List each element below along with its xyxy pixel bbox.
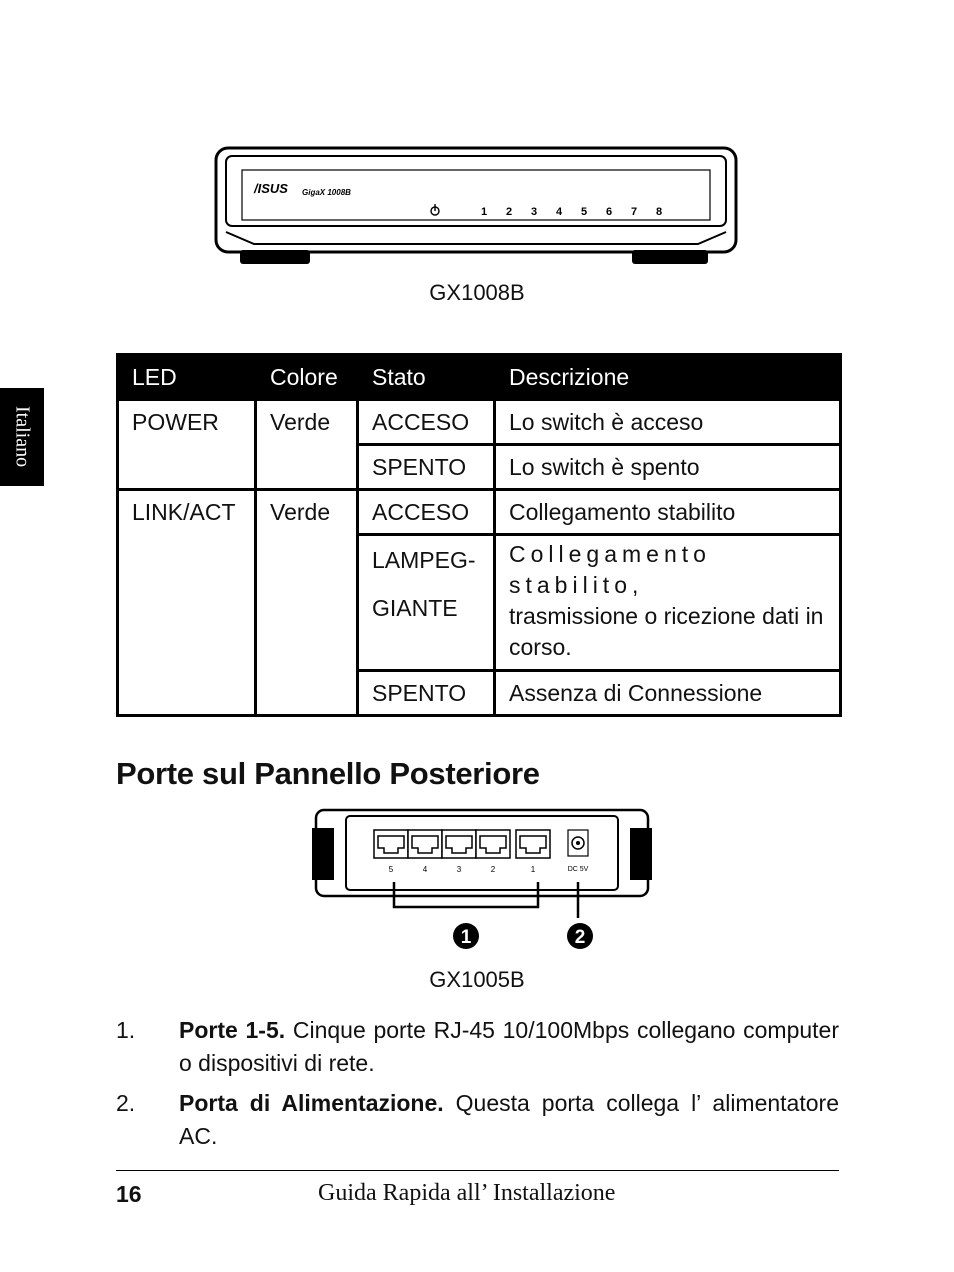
led-status-table xyxy=(116,353,842,717)
led-description xyxy=(495,535,841,671)
front-port-number: 3 xyxy=(530,206,538,218)
front-port-number: 8 xyxy=(655,206,663,218)
led-name: LINK/ACT xyxy=(118,490,256,716)
dc-power-jack-icon xyxy=(568,830,588,856)
rear-figure-caption: GX1005B xyxy=(429,967,525,992)
rear-port-number: 2 xyxy=(490,865,496,874)
language-tab-label: Italiano xyxy=(11,406,34,468)
led-name: POWER xyxy=(118,400,256,490)
list-number: 2. xyxy=(116,1090,136,1116)
led-state: SPENTO xyxy=(358,445,495,490)
header-led: LED xyxy=(118,355,256,400)
brand-logo: /ISUS xyxy=(254,181,288,196)
model-mark: GigaX 1008B xyxy=(302,188,351,197)
front-port-number: 1 xyxy=(480,206,488,218)
led-state: ACCESO xyxy=(358,490,495,535)
led-description: Lo switch è acceso xyxy=(495,400,841,445)
callout-2-label: 2 xyxy=(574,927,586,948)
header-description: Descrizione xyxy=(495,355,841,400)
header-color: Colore xyxy=(256,355,358,400)
list-term: Porta di Alimentazione. xyxy=(179,1090,444,1116)
led-state xyxy=(358,535,495,671)
callout-2-icon xyxy=(567,923,593,949)
switch-front-illustration xyxy=(214,146,738,268)
led-description-line: trasmissione o ricezione dati in corso. xyxy=(509,603,824,660)
list-item xyxy=(116,1087,839,1153)
table-row xyxy=(118,400,841,445)
led-description: Collegamento stabilito xyxy=(495,490,841,535)
front-port-number: 2 xyxy=(505,206,513,218)
front-port-number: 7 xyxy=(630,206,638,218)
front-figure-caption: GX1008B xyxy=(429,280,525,305)
rear-port-number: 3 xyxy=(456,865,462,874)
led-color: Verde xyxy=(256,490,358,716)
table-row xyxy=(118,490,841,535)
rear-port-number: 1 xyxy=(530,865,536,874)
front-port-number: 6 xyxy=(605,206,613,218)
language-tab xyxy=(0,388,44,486)
footer-title: Guida Rapida all’ Installazione xyxy=(318,1180,616,1206)
rear-port-number: 4 xyxy=(422,865,428,874)
led-color: Verde xyxy=(256,400,358,490)
rj45-port-icon xyxy=(516,830,550,858)
led-state-line: LAMPEG- xyxy=(372,547,476,573)
rj45-port-icon xyxy=(442,830,476,858)
dc-label: DC 5V xyxy=(567,866,589,873)
header-state: Stato xyxy=(358,355,495,400)
list-text: Cinque porte RJ-45 10/100Mbps collegano computer o dispositivi di rete. xyxy=(179,1017,839,1076)
list-term: Porte 1-5. xyxy=(179,1017,286,1043)
callout-1-label: 1 xyxy=(460,927,472,948)
rj45-port-icon xyxy=(408,830,442,858)
page-number: 16 xyxy=(116,1181,142,1207)
list-item xyxy=(116,1014,839,1080)
led-description: Lo switch è spento xyxy=(495,445,841,490)
list-text: Questa porta collega l’ alimentatore AC. xyxy=(179,1090,839,1149)
led-description: Assenza di Connessione xyxy=(495,671,841,716)
front-port-number: 5 xyxy=(580,206,588,218)
led-state: SPENTO xyxy=(358,671,495,716)
front-port-number: 4 xyxy=(555,206,563,218)
led-description-line: Collegamento stabilito, xyxy=(509,541,711,598)
switch-rear-illustration xyxy=(312,806,652,954)
rear-port-number: 5 xyxy=(388,865,394,874)
led-state: ACCESO xyxy=(358,400,495,445)
rj45-port-icon xyxy=(476,830,510,858)
callout-1-icon xyxy=(453,923,479,949)
footer-rule xyxy=(116,1170,839,1171)
led-state-line: GIANTE xyxy=(372,595,458,621)
table-header-row xyxy=(118,355,841,400)
section-title: Porte sul Pannello Posteriore xyxy=(116,756,540,791)
list-number: 1. xyxy=(116,1017,136,1043)
rj45-port-icon xyxy=(374,830,408,858)
